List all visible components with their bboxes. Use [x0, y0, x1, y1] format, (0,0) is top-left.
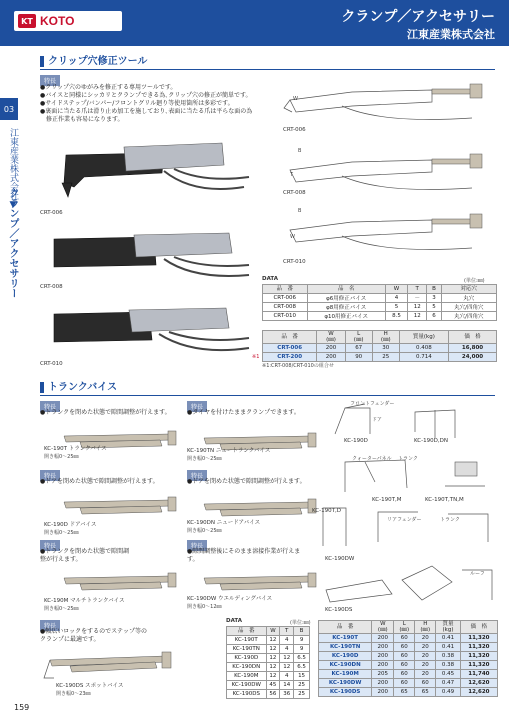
item-range: 開き幅0～25㎜ — [44, 530, 79, 536]
table-cell: － — [408, 294, 427, 303]
col-header: 品 番 — [263, 285, 308, 294]
price-cell: 11,320 — [460, 643, 497, 652]
col-header: 質量(kg) — [399, 331, 448, 344]
item-description: ●トランクを閉めた状態で隙間調整が行えます。 — [40, 409, 171, 416]
product-code: KC-190M — [319, 670, 372, 679]
item-caption: KC-190TN ニュートランクバイス — [187, 448, 271, 454]
price-cell: 12,620 — [460, 688, 497, 697]
photo-label: CRT-008 — [40, 284, 63, 290]
table-cell: 200 — [317, 353, 345, 362]
table-cell: KC-190DN — [227, 663, 267, 672]
dim-letter-w: W — [293, 96, 298, 102]
table-cell: 25 — [294, 690, 310, 699]
table-cell: 15 — [294, 672, 310, 681]
table-cell: 65 — [415, 688, 436, 697]
data-title: DATA — [226, 618, 242, 624]
table-cell: 60 — [394, 643, 415, 652]
table-cell: 36 — [280, 690, 294, 699]
table-cell: 20 — [415, 670, 436, 679]
feature-line: ●バイスと同様にシッカリとクランプできる為､クリップ穴の修正が簡単です。 — [40, 92, 252, 99]
table-cell: 0.41 — [436, 634, 460, 643]
photo-label: CRT-010 — [40, 361, 63, 367]
photo-label: CRT-006 — [40, 210, 63, 216]
table-header-row — [263, 285, 497, 294]
item-description: ●ドアを閉めた状態で隙間調整が行えます。 — [40, 478, 159, 485]
table-cell: 200 — [372, 634, 394, 643]
table-cell: KC-190DS — [227, 690, 267, 699]
clip-section-title: クリップ穴修正ツール — [40, 56, 147, 67]
table-row — [227, 672, 310, 681]
diagram-note: ドア — [372, 417, 382, 423]
crt-008-diagram — [282, 140, 497, 195]
col-header: 対応穴 — [441, 285, 496, 294]
company-name: 江東産業株式会社 — [407, 29, 495, 41]
crt-010-diagram — [282, 200, 497, 260]
table-cell: 20 — [415, 652, 436, 661]
table-cell: 20 — [415, 643, 436, 652]
clip-note: ※1:CRT-008/CRT-010の組合せ — [262, 363, 334, 369]
feature-label: 特長 — [187, 540, 207, 551]
table-row — [319, 652, 498, 661]
table-cell: 5 — [385, 303, 407, 312]
table-cell: 14 — [280, 681, 294, 690]
table-cell: φ6用修正バイス — [307, 294, 385, 303]
table-cell: 205 — [372, 670, 394, 679]
table-cell: 6.5 — [294, 663, 310, 672]
table-cell: 12 — [266, 636, 280, 645]
table-cell: 0.38 — [436, 652, 460, 661]
page-number: 159 — [14, 703, 30, 712]
feature-line: ●クリップ穴のゆがみを修正する専用ツールです。 — [40, 84, 177, 91]
diagram-note: ルーフ — [470, 571, 485, 577]
table-row — [227, 690, 310, 699]
crt-006-diagram — [282, 72, 497, 132]
item-caption: KC-190D ドアバイス — [44, 522, 97, 528]
col-header: W — [266, 627, 280, 636]
table-cell: 25 — [372, 353, 399, 362]
clip-price-table — [262, 330, 497, 362]
product-code: KC-190DS — [319, 688, 372, 697]
table-cell: 9 — [294, 645, 310, 654]
table-row — [263, 344, 497, 353]
logo-text: KOTO — [40, 14, 75, 28]
crt-006-photo — [44, 125, 254, 215]
table-cell: CRT-010 — [263, 312, 308, 321]
table-header-row — [263, 331, 497, 344]
table-row — [319, 679, 498, 688]
table-cell: 200 — [372, 652, 394, 661]
table-cell: φ10用修正バイス — [307, 312, 385, 321]
table-cell: 200 — [372, 679, 394, 688]
table-row — [319, 670, 498, 679]
table-cell: 12 — [266, 645, 280, 654]
table-cell: 丸穴/四角穴 — [441, 312, 496, 321]
table-cell: 3 — [427, 294, 441, 303]
table-cell: CRT-006 — [263, 294, 308, 303]
col-header: 質量 (kg) — [436, 621, 460, 634]
col-header: H (㎜) — [372, 331, 399, 344]
col-header: B — [294, 627, 310, 636]
diagram-label: CRT-010 — [283, 259, 306, 265]
table-header-row — [227, 627, 310, 636]
diagram-note: クォーターパネル — [352, 456, 392, 462]
col-header: 品 名 — [307, 285, 385, 294]
table-cell: 0.714 — [399, 353, 448, 362]
trunk-price-table — [318, 620, 498, 697]
table-cell: 20 — [415, 661, 436, 670]
price-cell: 11,320 — [460, 661, 497, 670]
chapter-tab: 03 — [0, 98, 18, 120]
feature-label: 特長 — [40, 401, 60, 412]
table-cell: 20 — [415, 634, 436, 643]
trunk-spec-table — [226, 626, 310, 699]
table-cell: KC-190TN — [227, 645, 267, 654]
side-company: 江東産業株式会社▼ — [8, 128, 18, 210]
table-row — [227, 654, 310, 663]
dim-letter-b: B — [298, 148, 302, 154]
diagram-label: CRT-006 — [283, 127, 306, 133]
item-range: 開き幅0～25㎜ — [44, 606, 79, 612]
table-cell: 12 — [280, 654, 294, 663]
feature-label: 特長 — [40, 75, 60, 86]
table-row — [227, 636, 310, 645]
diagram-label: KC-190T,M — [372, 497, 402, 503]
table-cell: 12 — [266, 672, 280, 681]
table-row — [319, 688, 498, 697]
product-code: KC-190DW — [319, 679, 372, 688]
feature-label: 特長 — [187, 470, 207, 481]
item-range: 開き幅0～25㎜ — [44, 454, 79, 460]
clip-features — [40, 84, 270, 124]
kc-190ds-photo — [40, 648, 180, 688]
table-cell: 0.45 — [436, 670, 460, 679]
item-description: ●タイヤを付けたままクランプできます。 — [187, 409, 300, 416]
kc-190m-photo — [60, 570, 180, 596]
table-cell: KC-190T — [227, 636, 267, 645]
table-cell: 0.47 — [436, 679, 460, 688]
diagram-note: フロントフェンダー — [350, 401, 395, 407]
table-cell: 9 — [294, 636, 310, 645]
table-cell: φ8用修正バイス — [307, 303, 385, 312]
col-header: T — [408, 285, 427, 294]
item-caption: KC-190M マルチトランクバイス — [44, 598, 125, 604]
table-cell: 60 — [394, 652, 415, 661]
table-cell: 丸穴/四角穴 — [441, 303, 496, 312]
item-caption: KC-190DN ニュードアバイス — [187, 520, 261, 526]
table-cell: 6 — [427, 312, 441, 321]
col-header: 品 番 — [319, 621, 372, 634]
table-row — [319, 634, 498, 643]
table-cell: 12 — [408, 303, 427, 312]
table-cell: 200 — [317, 344, 345, 353]
unit-label: (単位:㎜) — [290, 620, 311, 626]
product-code: KC-190D — [319, 652, 372, 661]
kc-190dn-photo — [200, 496, 320, 522]
item-caption: KC-190DS スポットバイス — [56, 683, 124, 689]
table-cell: 25 — [294, 681, 310, 690]
dim-letter-t: T — [290, 172, 294, 178]
item-description: ●ドアを閉めた状態で隙間調整が行えます。 — [187, 478, 306, 485]
item-caption: KC-190DW ウエルディングバイス — [187, 596, 273, 602]
table-cell: 45 — [266, 681, 280, 690]
col-header: 価 格 — [460, 621, 497, 634]
table-row — [227, 645, 310, 654]
table-cell: 12 — [266, 663, 280, 672]
table-row — [263, 303, 497, 312]
table-cell: 200 — [372, 643, 394, 652]
col-header: W — [385, 285, 407, 294]
table-cell: 0.41 — [436, 643, 460, 652]
item-description: ●トランクを閉めた状態で隙間調整が行えます。 — [40, 548, 130, 563]
section-divider — [40, 395, 495, 396]
col-header: T — [280, 627, 294, 636]
trunk-section-title: トランクバイス — [40, 382, 117, 393]
feature-line: ●裏面に当たる爪は滑り止め加工を施しており､表面に当たる爪は平らな面の為 — [40, 108, 253, 115]
table-cell: 丸穴 — [441, 294, 496, 303]
kc-190dw-diagram — [322, 560, 497, 612]
item-range: 開き幅0～25㎜ — [187, 528, 222, 534]
price-cell: 12,620 — [460, 679, 497, 688]
logo-mark: KT — [18, 14, 36, 28]
crt-010-photo — [44, 300, 254, 365]
item-description: ●隙間調整後にそのまま溶接作業が行えます。 — [187, 548, 301, 563]
table-cell: 200 — [372, 661, 394, 670]
col-header: 品 番 — [263, 331, 317, 344]
price-cell: 11,320 — [460, 652, 497, 661]
item-range: 開き幅0～25㎜ — [187, 456, 222, 462]
table-cell: 4 — [280, 636, 294, 645]
table-cell: 67 — [345, 344, 372, 353]
table-cell: 60 — [394, 661, 415, 670]
diagram-note: トランク — [398, 456, 418, 462]
col-header: W (㎜) — [372, 621, 394, 634]
page-title: クランプ／アクセサリー — [341, 8, 495, 24]
table-header-row — [319, 621, 498, 634]
clip-spec-table — [262, 284, 497, 321]
table-cell: 4 — [280, 672, 294, 681]
dim-letter-b: B — [298, 208, 302, 214]
table-row — [263, 353, 497, 362]
table-cell: 12 — [266, 654, 280, 663]
table-cell: 5 — [427, 303, 441, 312]
diagram-label: KC-190T,D — [312, 508, 341, 514]
table-cell: 0.408 — [399, 344, 448, 353]
col-header: L (㎜) — [394, 621, 415, 634]
table-row — [319, 643, 498, 652]
koto-logo — [14, 11, 122, 31]
item-description: ●幅広いロックをするのでステップ等のクランプに最適です。 — [40, 628, 147, 643]
price-cell: 11,320 — [460, 634, 497, 643]
table-row — [263, 294, 497, 303]
diagram-label: KC-190DS — [325, 607, 353, 613]
kc-190td-diagram — [318, 502, 498, 552]
diagram-label: CRT-008 — [283, 190, 306, 196]
col-header: 価 格 — [449, 331, 497, 344]
table-cell: 12 — [280, 663, 294, 672]
item-range: 開き幅0～23㎜ — [56, 691, 91, 697]
price-cell: 24,000 — [449, 353, 497, 362]
item-range: 開き幅0～12㎜ — [187, 604, 222, 610]
side-category: クランプ／アクセサリー — [7, 188, 18, 298]
table-row — [263, 312, 497, 321]
col-header: 品 番 — [227, 627, 267, 636]
table-row — [227, 663, 310, 672]
price-cell: 16,800 — [449, 344, 497, 353]
col-header: H (㎜) — [415, 621, 436, 634]
table-cell: 0.38 — [436, 661, 460, 670]
product-code: CRT-006 — [263, 344, 317, 353]
table-cell: 12 — [408, 312, 427, 321]
feature-label: 特長 — [187, 401, 207, 412]
table-row — [227, 681, 310, 690]
table-cell: KC-190D — [227, 654, 267, 663]
diagram-label: KC-190DW — [325, 556, 355, 562]
table-cell: 60 — [394, 634, 415, 643]
row-mark: ※1 — [252, 354, 260, 360]
diagram-note: リアフェンダー — [387, 517, 422, 523]
crt-008-photo — [44, 225, 254, 295]
price-cell: 11,740 — [460, 670, 497, 679]
feature-line: ●サイドステップ/バンパー/フロントグリル廻り等使用箇所は多彩です。 — [40, 100, 234, 107]
diagram-label: KC-190T,TN,M — [425, 497, 464, 503]
table-cell: KC-190DW — [227, 681, 267, 690]
product-code: CRT-200 — [263, 353, 317, 362]
table-cell: 30 — [372, 344, 399, 353]
table-cell: KC-190M — [227, 672, 267, 681]
product-code: KC-190DN — [319, 661, 372, 670]
table-cell: 200 — [372, 688, 394, 697]
table-cell: 0.49 — [436, 688, 460, 697]
table-cell: 60 — [394, 679, 415, 688]
product-code: KC-190TN — [319, 643, 372, 652]
table-cell: 65 — [394, 688, 415, 697]
feature-line: 修正作業も容易になります。 — [40, 116, 124, 123]
col-header: W (㎜) — [317, 331, 345, 344]
feature-label: 特長 — [40, 470, 60, 481]
unit-label: (単位:㎜) — [464, 278, 485, 284]
table-cell: 8.5 — [385, 312, 407, 321]
kc-190d-photo — [60, 494, 180, 520]
table-row — [319, 661, 498, 670]
table-cell: 90 — [345, 353, 372, 362]
diagram-note: トランク — [440, 517, 460, 523]
table-cell: 4 — [385, 294, 407, 303]
col-header: L (㎜) — [345, 331, 372, 344]
diagram-label: KC-190D — [344, 438, 368, 444]
table-cell: 60 — [415, 679, 436, 688]
table-cell: CRT-008 — [263, 303, 308, 312]
feature-label: 特長 — [40, 540, 60, 551]
table-cell: 4 — [280, 645, 294, 654]
col-header: B — [427, 285, 441, 294]
table-cell: 6.5 — [294, 654, 310, 663]
kc-190dw-photo — [200, 570, 320, 596]
feature-label: 特長 — [40, 620, 60, 631]
dim-letter-w: W — [290, 234, 295, 240]
data-title: DATA — [262, 276, 278, 282]
table-cell: 56 — [266, 690, 280, 699]
item-caption: KC-190T トランクバイス — [44, 446, 107, 452]
table-cell: 60 — [394, 670, 415, 679]
product-code: KC-190T — [319, 634, 372, 643]
section-divider — [40, 69, 495, 70]
diagram-label: KC-190D,DN — [414, 438, 448, 444]
